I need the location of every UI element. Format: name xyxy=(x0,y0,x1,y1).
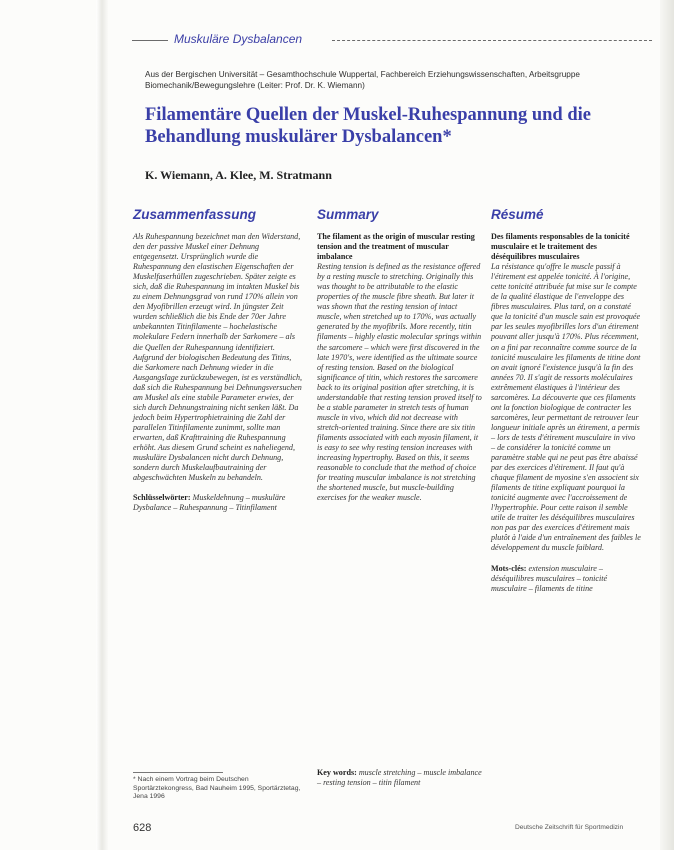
section-heading-resume: Résumé xyxy=(491,207,544,222)
keywords-label-de: Schlüsselwörter: xyxy=(133,493,191,503)
keywords-en xyxy=(317,768,482,788)
abstract-lead-fr: Des filaments responsables de la tonicité musculaire et le traitement des déséquilibres musculaires xyxy=(491,232,630,262)
keywords-text-de: Muskeldehnung – muskuläre Dysbalance – Ruhespannung – Titinfilament xyxy=(133,493,286,513)
affiliation: Aus der Bergischen Universität – Gesamthochschule Wuppertal, Fachbereich Erziehungswissenschaften, Arbeitsgruppe Biomechanik/Bewegungslehre (Leiter: Prof. Dr. K. Wiemann) xyxy=(145,70,580,90)
column-zusammenfassung xyxy=(133,207,303,523)
journal-reference: Deutsche Zeitschrift für Sportmedizin xyxy=(515,824,624,831)
keywords-text-en: muscle stretching – muscle imbalance – resting tension – titin filament xyxy=(317,768,482,787)
running-head xyxy=(132,33,652,47)
column-summary xyxy=(317,207,482,513)
section-heading-summary: Summary xyxy=(317,207,379,222)
page-edge xyxy=(660,0,674,850)
abstract-lead-en: The filament as the origin of muscular resting tension and the treatment of muscular imbalance xyxy=(317,232,475,262)
running-head-text: Muskuläre Dysbalancen xyxy=(174,32,303,46)
keywords-fr xyxy=(491,564,641,594)
abstract-body-en: Resting tension is defined as the resistance offered by a resting muscle to stretching. Originally this was thought to be attributable to the elastic properties of the muscle fibre sheath. But later it was shown that the resting tension of intact muscle, when stretched up to 170%, was actually generated by the myofibrils. More recently, titin filaments – highly elastic molecular springs within the sarcomere – which were first discovered in the late 1970's, were identified as the ultimate source of resting tension. Based on the biological significance of titin, which restores the sarcomere back to its original position after stretching, it is understandable that resting tension proved itself to be a stable parameter in stretch tests of human muscle in vivo, which did not decrease with stretch-oriented training. Since there are six titin filaments associated with each myosin filament, it is easy to see why resting tension increases with increasing hypertrophy. Based on this, it seems reasonable to conclude that the method of choice for treating muscular imbalance is not stretching the shortened muscle, but muscle-building exercises for the weaker muscle. xyxy=(317,262,482,503)
authors: K. Wiemann, A. Klee, M. Stratmann xyxy=(145,168,332,182)
article-title: Filamentäre Quellen der Muskel-Ruhespannung und die Behandlung muskulärer Dysbalancen* xyxy=(145,105,591,147)
running-head-rule-left xyxy=(132,40,168,41)
binding-shadow xyxy=(96,0,108,850)
keywords-label-fr: Mots-clés: xyxy=(491,563,527,573)
abstract-body-de: Als Ruhespannung bezeichnet man den Widerstand, den der passive Muskel einer Dehnung entgegensetzt. Ursprünglich wurde die Ruhespannung den elastischen Eigenschaften der Muskelfaserhüllen zugeschrieben. Später zeigte es sich, daß die Ruhespannung im intakten Muskel bis zu einem Dehnungsgrad von rund 170% allein von den Myofibrillen erzeugt wird. In jüngster Zeit wurden schließlich die bis Ende der 70er Jahre unbekannten Titinfilamente – hochelastische molekulare Federn innerhalb der Sarkomere – als die Quellen der Ruhespannung identifiziert. Aufgrund der biologischen Bedeutung des Titins, die Sarkomere nach Dehnung wieder in die Ausgangslage zurückzubewegen, ist es verständlich, daß sich die Ruhespannung bei Dehnungsversuchen am Muskel als eine stabile Parameter erwies, der sich durch Dehnungstraining nicht senken läßt. Da jedoch beim Hypertrophietraining die Zahl der parallelen Titinfilamente zunimmt, sollte man erwarten, daß Krafttraining die Ruhespannung erhöht. Aus diesem Grund scheint es naheliegend, muskuläre Dysbalancen nicht durch Dehnung, sondern durch Muskelaufbautraining der abgeschwächten Muskeln zu behandeln. xyxy=(133,232,303,483)
keywords-label-en: Key words: xyxy=(317,768,357,777)
page-number: 628 xyxy=(133,822,152,834)
abstract-body-fr: La résistance qu'offre le muscle passif à l'étirement est appelée tonicité. À l'origine, cette tonicité attribuée fut mise sur le compte de la qualité élastique de l'enveloppe des fibres musculaires. Plus tard, on a constaté que la tonicité d'un muscle sain est provoquée par les seules myofibrilles lors d'un étirement pouvant aller jusqu'à 170%. Plus récemment, on a fini par reconnaître comme source de la tonicité musculaire les filaments de titine dont on avait ignoré l'existence jusqu'à la fin des années 70. Il s'agit de ressorts moléculaires extrêmement élastiques à l'intérieur des sarcomères. La découverte que ces filaments ont la fonction biologique de contracter les sarcomères, leur permettant de retrouver leur longueur initiale après un étirement, a permis – lors de tests d'étirement musculaire in vivo – de considérer la tonicité comme un paramètre stable qui ne peut pas être abaissé par des exercices d'étirement. Il faut qu'à chaque filament de myosine s'en associent six filaments de titine expliquant pourquoi la tonicité augmente avec l'accroissement de l'hypertrophie. Pour cette raison il semble utile de traiter les déséquilibres musculaires non pas par des exercices d'étirement mais plutôt à l'aide d'un entraînement des faibles le développement du muscle faiblard. xyxy=(491,262,641,553)
footnote: * Nach einem Vortrag beim Deutschen Sportärztekongress, Bad Nauheim 1995, Sportärztetag, Jena 1996 xyxy=(133,776,301,800)
section-heading-zusammenfassung: Zusammenfassung xyxy=(133,207,257,222)
keywords-text-fr: extension musculaire – déséquilibres musculaires – tonicité musculaire – filaments de titine xyxy=(491,563,608,593)
keywords-de xyxy=(133,493,303,513)
running-head-rule-right xyxy=(332,40,652,41)
footnote-rule xyxy=(133,772,223,773)
column-resume xyxy=(491,207,641,604)
